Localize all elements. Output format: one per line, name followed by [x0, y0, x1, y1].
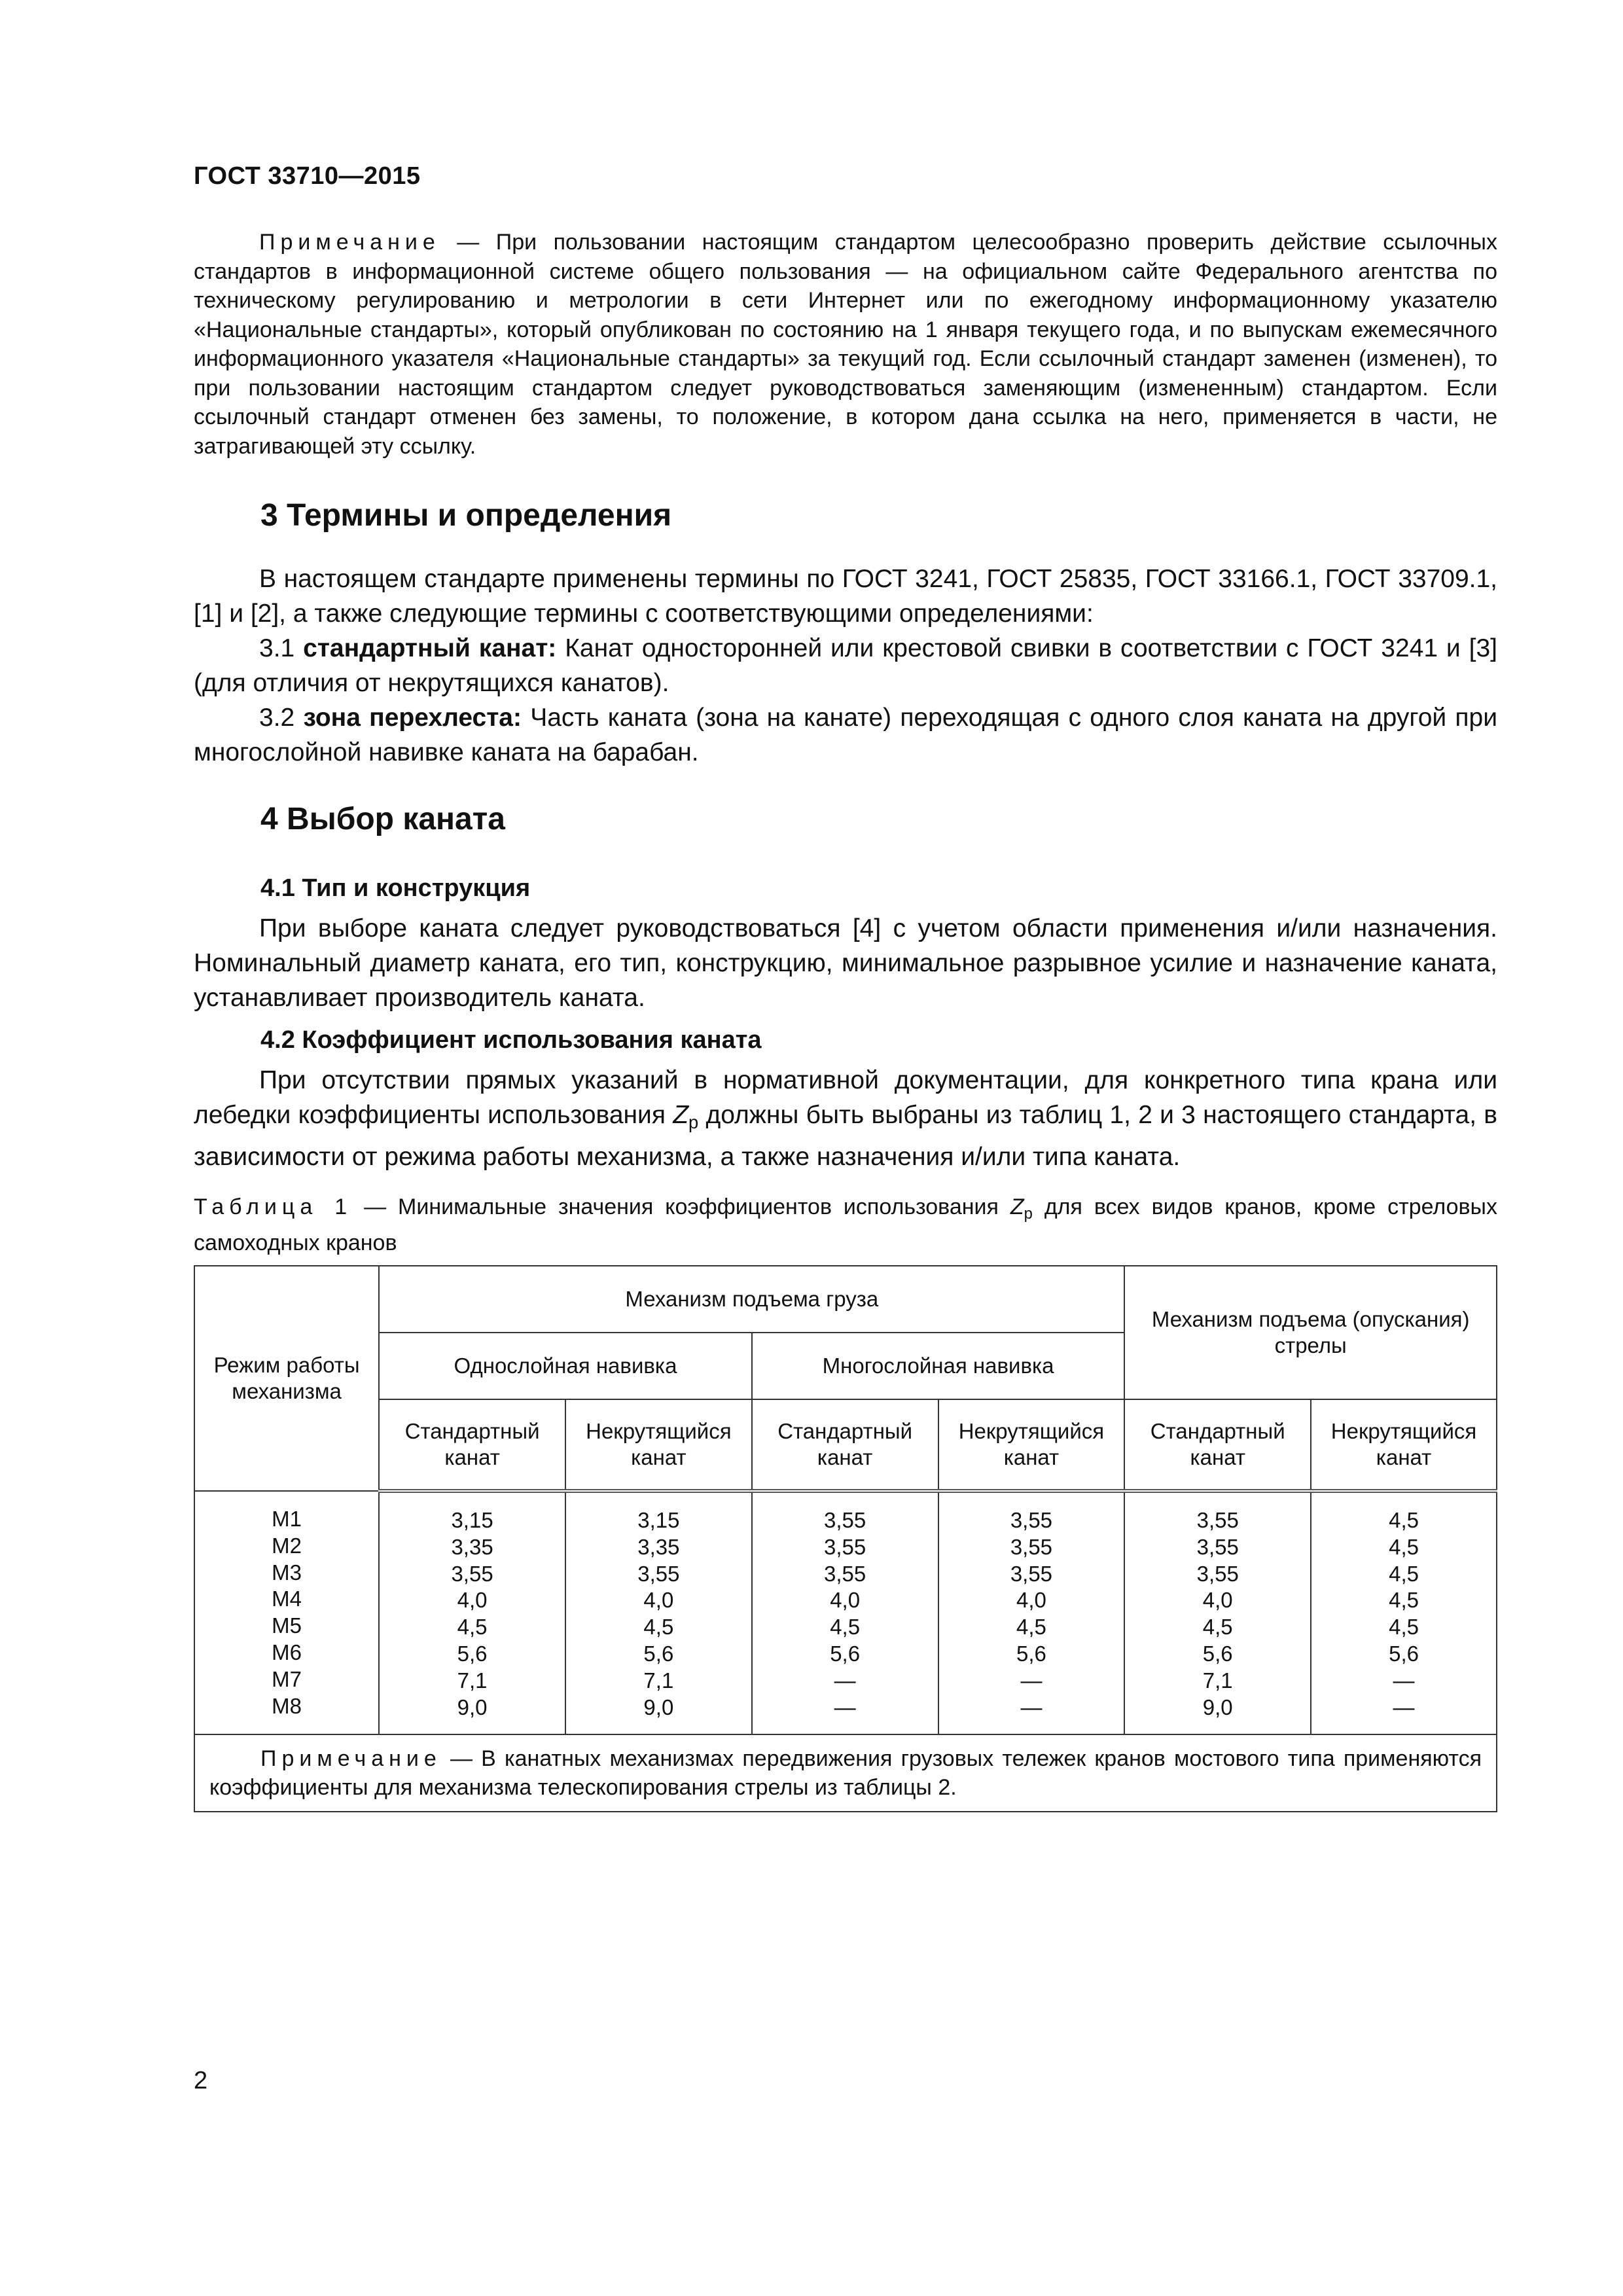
- s42-text-a: При отсутствии прямых указаний в нормативной документации, для конкретного типа крана или лебедки коэффициенты использования: [194, 1066, 1497, 1129]
- table-1: [194, 1265, 1497, 1812]
- header-mode: Режим работы механизма: [194, 1266, 379, 1491]
- table-1-caption-b: для всех видов кранов, кроме стреловых самоходных кранов: [194, 1194, 1497, 1256]
- column-modes: M1 M2 M3 M4 M5 M6 M7 M8: [194, 1491, 379, 1734]
- table-1-note: [194, 1734, 1497, 1812]
- s42-symbol-p: p: [688, 1112, 699, 1133]
- table-note-label: Примечание: [260, 1746, 442, 1771]
- column-values: 3,55 3,55 3,55 4,0 4,5 5,6 — —: [752, 1491, 938, 1734]
- subsection-4-2-title: 4.2 Коэффициент использования каната: [260, 1026, 762, 1054]
- header-nonrotating-rope: Некрутящийся канат: [938, 1399, 1125, 1491]
- term-3-1-name: стандартный канат:: [303, 634, 557, 662]
- reference-note: [194, 228, 1497, 461]
- term-3-2-name: зона перехлеста:: [303, 704, 522, 732]
- caption-symbol-z: Z: [1010, 1194, 1024, 1219]
- subsection-4-1-title: 4.1 Тип и конструкция: [260, 874, 531, 902]
- term-3-2-number: 3.2: [259, 704, 304, 732]
- note-text: — При пользовании настоящим стандартом целесообразно проверить действие ссылочных стандартов в информационной системе общего пользования — на официальном сайте Федерального агентства по техническому регулированию и метрологии в сети Интернет или по ежегодному информационному указателю «Национальные стандарты», который опубликован по состоянию на 1 января текущего года, и по выпускам ежемесячного информационного указателя «Национальные стандарты» за текущий год. Если ссылочный стандарт заменен (изменен), то при пользовании настоящим стандартом следует руководствоваться заменяющим (измененным) стандартом. Если ссылочный стандарт отменен без замены, то положение, в котором дана ссылка на него, применяется в части, не затрагивающей эту ссылку.: [194, 230, 1497, 459]
- column-values: 3,15 3,35 3,55 4,0 4,5 5,6 7,1 9,0: [565, 1491, 752, 1734]
- header-boom-hoist: Механизм подъема (опускания) стрелы: [1124, 1266, 1497, 1399]
- section-3-intro: В настоящем стандарте применены термины по ГОСТ 3241, ГОСТ 25835, ГОСТ 33166.1, ГОСТ 33709.1, [1] и [2], а также следующие термины с соответствующими определениями:: [194, 565, 1497, 628]
- term-3-1: [194, 631, 1497, 700]
- section-4-title: 4 Выбор каната: [260, 802, 505, 836]
- term-3-1-number: 3.1: [259, 634, 304, 662]
- column-values: 3,15 3,35 3,55 4,0 4,5 5,6 7,1 9,0: [379, 1491, 565, 1734]
- header-standard-rope: Стандартный канат: [752, 1399, 938, 1491]
- header-standard-rope: Стандартный канат: [379, 1399, 565, 1491]
- column-values: 3,55 3,55 3,55 4,0 4,5 5,6 — —: [938, 1491, 1125, 1734]
- section-3-title: 3 Термины и определения: [260, 498, 672, 533]
- header-nonrotating-rope: Некрутящийся канат: [565, 1399, 752, 1491]
- table-note-text: — В канатных механизмах передвижения грузовых тележек кранов мостового типа применяются коэффициенты для механизма телескопирования стрелы из таблицы 2.: [209, 1746, 1482, 1800]
- table-1-caption-label: Таблица 1: [194, 1194, 353, 1219]
- s42-symbol-z: Z: [673, 1101, 689, 1129]
- term-3-2-definition: Часть каната (зона на канате) переходящая с одного слоя каната на другой при многослойной навивке каната на барабан.: [194, 704, 1497, 766]
- header-cargo-hoist: Механизм подъема груза: [379, 1266, 1124, 1333]
- header-multi-layer: Многослойная навивка: [752, 1333, 1125, 1399]
- table-1-caption: [194, 1193, 1497, 1257]
- document-header: ГОСТ 33710—2015: [194, 162, 421, 190]
- column-values: 3,55 3,55 3,55 4,0 4,5 5,6 7,1 9,0: [1124, 1491, 1311, 1734]
- caption-symbol-p: p: [1024, 1205, 1033, 1223]
- note-label: Примечание: [259, 230, 440, 255]
- s42-text-b: должны быть выбраны из таблиц 1, 2 и 3 настоящего стандарта, в зависимости от режима работы механизма, а также назначения и/или типа каната.: [194, 1101, 1497, 1172]
- table-1-caption-a: — Минимальные значения коэффициентов использования: [352, 1194, 1010, 1219]
- column-values: 4,5 4,5 4,5 4,5 4,5 5,6 — —: [1311, 1491, 1497, 1734]
- page-number: 2: [194, 2067, 208, 2094]
- header-nonrotating-rope: Некрутящийся канат: [1311, 1399, 1497, 1491]
- header-standard-rope: Стандартный канат: [1124, 1399, 1311, 1491]
- header-single-layer: Однослойная навивка: [379, 1333, 752, 1399]
- term-3-2: [194, 700, 1497, 770]
- term-3-1-definition: Канат односторонней или крестовой свивки в соответствии с ГОСТ 3241 и [3] (для отличия от некрутящихся канатов).: [194, 634, 1497, 697]
- subsection-4-1-text: При выборе каната следует руководствоваться [4] с учетом области применения и/или назначения. Номинальный диаметр каната, его тип, конструкцию, минимальное разрывное усилие и назначение каната, устанавливает производитель каната.: [194, 914, 1497, 1012]
- subsection-4-2-text: [194, 1063, 1497, 1174]
